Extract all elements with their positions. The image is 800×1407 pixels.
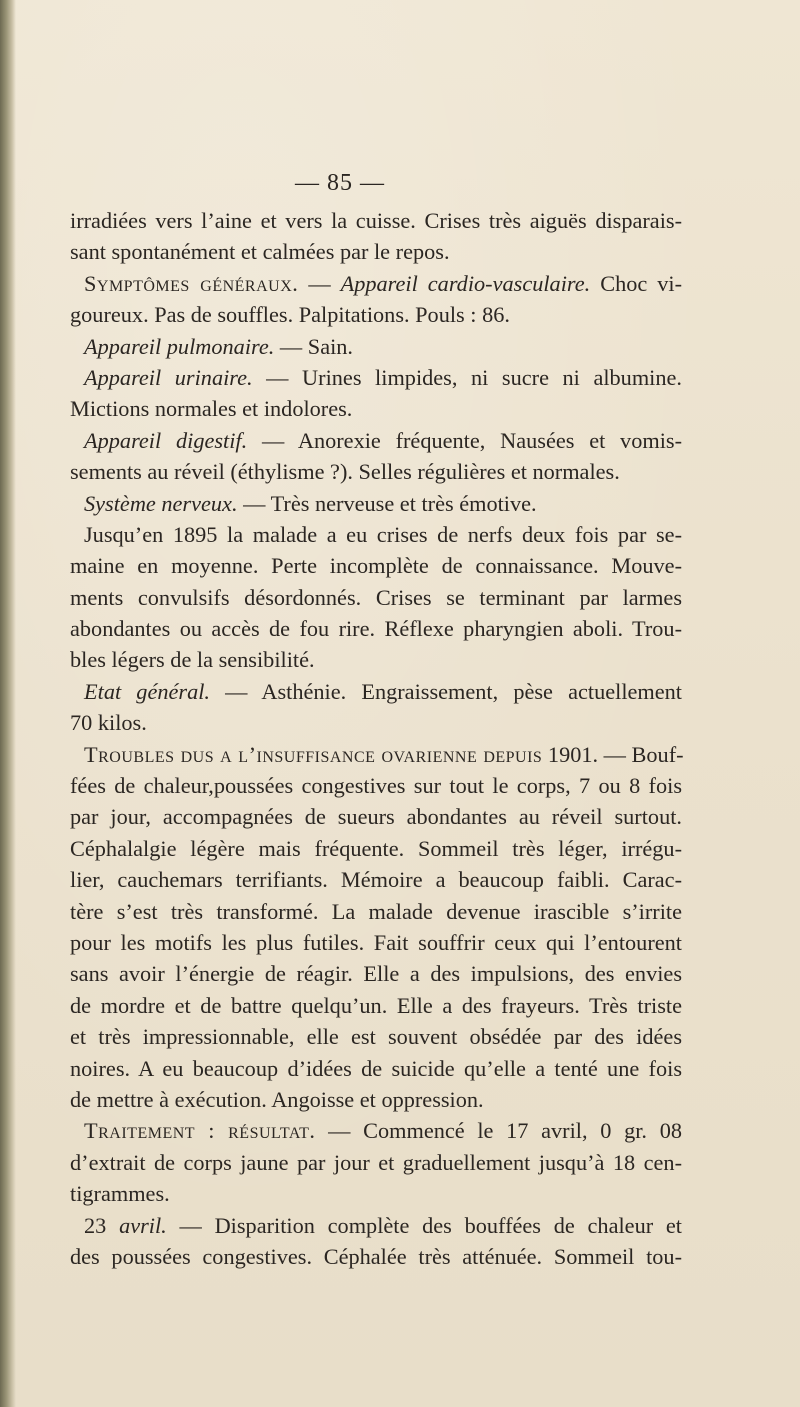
text-line [70,644,682,675]
text-run: des poussées congestives. Céphalée très atténuée. Sommeil tou- [70,1243,682,1269]
text-line [70,896,682,927]
text-line [70,362,682,393]
page-number: — 85 — [295,170,385,196]
text-run: Jusqu’en 1895 la malade a eu crises de nerfs deux fois par se- [84,521,682,547]
text-run: fées de chaleur,poussées congestives sur tout le corps, 7 ou 8 fois [70,773,682,799]
text-run: 70 kilos. [70,710,147,736]
body-text [70,205,682,1272]
text-line [70,1084,682,1115]
italic-heading: Système nerveux. [84,490,238,516]
text-line [70,676,682,707]
text-line [70,519,682,550]
text-line [70,582,682,613]
text-line [70,1241,682,1272]
text-line [70,268,682,299]
text-run: par jour, accompagnées de sueurs abondantes au réveil surtout. [70,804,682,830]
text-run: 23 [84,1212,120,1238]
text-run: bles légers de la sensibilité. [70,647,315,673]
text-run: Mictions normales et indolores. [70,396,353,422]
text-run: — Très nerveuse et très émotive. [237,490,537,516]
text-run: tigrammes. [70,1181,170,1207]
italic-heading: Etat général. [84,678,210,704]
text-run: noires. A eu beaucoup d’idées de suicide qu’elle a tenté une fois [70,1055,682,1081]
text-run: de mordre et de battre quelqu’un. Elle a des frayeurs. Très triste [70,992,682,1018]
text-run: — Disparition complète des bouffées de chaleur et [166,1212,682,1238]
text-run: abondantes ou accès de fou rire. Réflexe pharyngien aboli. Trou- [70,616,682,642]
text-line [70,236,682,267]
text-line [70,1147,682,1178]
text-run: sements au réveil (éthylisme ?). Selles régulières et normales. [70,459,620,485]
text-run: Céphalalgie légère mais fréquente. Sommeil très léger, irrégu- [70,835,682,861]
text-line [70,927,682,958]
text-line [70,770,682,801]
text-run: — Asthénie. Engraissement, pèse actuellement [210,678,682,704]
text-run: irradiées vers l’aine et vers la cuisse. Crises très aiguës disparais- [70,208,682,233]
text-run: — [298,270,341,296]
text-line [70,205,682,236]
text-line [70,801,682,832]
text-line [70,864,682,895]
text-line [70,1021,682,1052]
text-run: goureux. Pas de souffles. Palpitations. Pouls : 86. [70,302,510,328]
text-run: de mettre à exécution. Angoisse et oppression. [70,1086,484,1112]
text-run: maine en moyenne. Perte incomplète de connaissance. Mouve- [70,553,682,579]
section-heading: Traitement : résultat. [84,1118,316,1144]
text-line [70,613,682,644]
text-line [70,550,682,581]
text-run: ments convulsifs désordonnés. Crises se terminant par larmes [70,584,682,610]
text-line [70,1178,682,1209]
text-run: tère s’est très transformé. La malade devenue irascible s’irrite [70,898,682,924]
text-line [70,739,682,770]
text-run: — Anorexie fréquente, Nausées et vomis- [247,427,682,453]
text-run: pour les motifs les plus futiles. Fait souffrir ceux qui l’entourent [70,929,682,955]
text-run: Choc vi- [590,270,682,296]
italic-heading: Appareil digestif. [84,427,248,453]
text-line [70,833,682,864]
text-line [70,425,682,456]
text-run: sant spontanément et calmées par le repos. [70,239,450,265]
text-line [70,958,682,989]
text-run: sans avoir l’énergie de réagir. Elle a des impulsions, des envies [70,961,682,987]
text-run: — Urines limpides, ni sucre ni albumine. [252,364,682,390]
italic-heading: Appareil pulmonaire. [84,333,275,359]
text-line [70,1115,682,1146]
text-run: d’extrait de corps jaune par jour et graduellement jusqu’à 18 cen- [70,1149,682,1175]
text-line [70,331,682,362]
section-heading: Symptômes généraux. [84,270,299,296]
text-run: lier, cauchemars terrifiants. Mémoire a beaucoup faibli. Carac- [70,867,682,893]
text-line [70,1210,682,1241]
text-line [70,299,682,330]
section-heading: Troubles dus a l’insuffisance ovarienne depuis [84,741,543,767]
italic-heading: avril. [119,1212,167,1238]
text-line [70,990,682,1021]
italic-heading: Appareil urinaire. [84,364,253,390]
text-run: — Commencé le 17 avril, 0 gr. 08 [315,1118,682,1144]
text-line [70,1053,682,1084]
text-run: — Sain. [274,333,354,359]
text-line [70,707,682,738]
text-line [70,393,682,424]
text-run: 1901. — Bouf- [542,741,684,767]
text-line [70,488,682,519]
text-line [70,456,682,487]
page-edge-binding [0,0,16,1407]
text-run: et très impressionnable, elle est souvent obsédée par des idées [70,1024,682,1050]
italic-heading: Appareil cardio-vasculaire. [340,270,591,296]
